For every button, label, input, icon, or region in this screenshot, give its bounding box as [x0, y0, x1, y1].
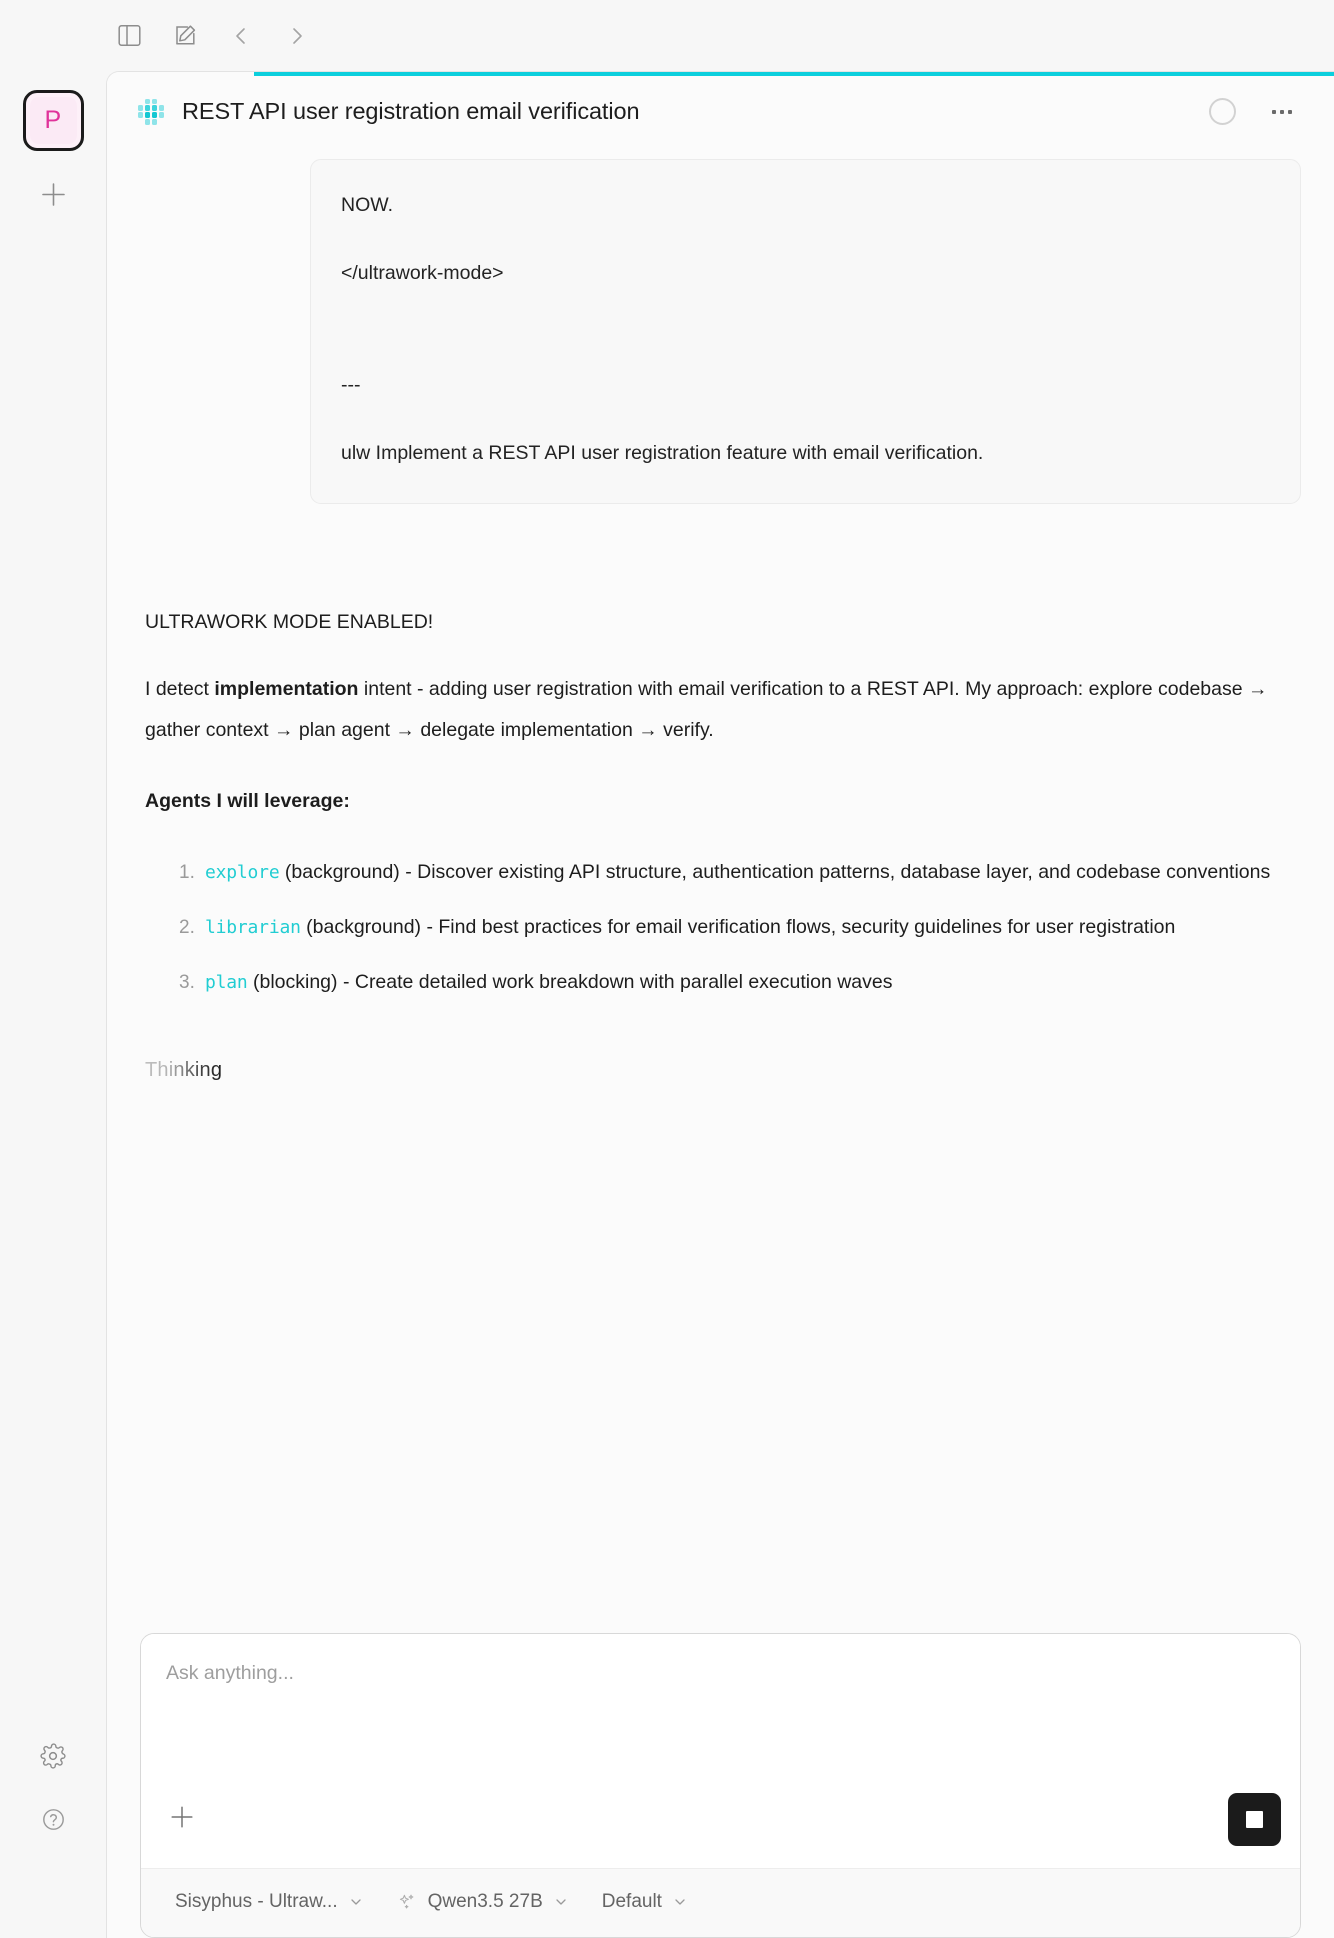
agent-name-code: librarian — [205, 917, 301, 938]
ellipsis-icon-dot — [1288, 110, 1292, 114]
stop-generating-button[interactable] — [1228, 1793, 1281, 1846]
stop-square-icon — [1246, 1811, 1263, 1828]
new-chat-button[interactable] — [164, 15, 206, 57]
chevron-down-icon — [673, 1895, 687, 1909]
agent-name-code: plan — [205, 972, 248, 993]
user-message-bubble — [310, 159, 1301, 504]
agents-list — [145, 852, 1273, 1003]
plus-icon — [169, 1804, 195, 1835]
composer-actions-row — [141, 1787, 1300, 1868]
conversation-scroll-area[interactable] — [107, 151, 1334, 1633]
help-circle-icon — [41, 1807, 66, 1837]
toggle-sidebar-icon — [118, 24, 141, 47]
title-bar — [0, 0, 1334, 71]
help-button[interactable] — [31, 1800, 75, 1844]
agent-description: - Find best practices for email verification flows, security guidelines for user registration — [421, 916, 1176, 938]
list-item — [145, 852, 1273, 893]
composer-container — [107, 1633, 1334, 1938]
mode-selector[interactable] — [594, 1887, 695, 1917]
agent-description: - Create detailed work breakdown with parallel execution waves — [337, 971, 893, 993]
composer — [140, 1633, 1301, 1938]
agent-name-code: explore — [205, 862, 280, 883]
attach-button[interactable] — [162, 1800, 202, 1840]
avatar-letter: P — [30, 97, 77, 144]
more-options-button[interactable] — [1262, 92, 1302, 132]
chevron-down-icon — [349, 1895, 363, 1909]
page-title: REST API user registration email verification — [182, 98, 640, 124]
agent-mode: (background) — [284, 861, 400, 883]
message-input-area[interactable] — [141, 1634, 1300, 1787]
user-message-line: NOW. — [341, 194, 393, 216]
status-ring-icon — [1209, 98, 1236, 125]
intro-bold-term: implementation — [214, 678, 359, 700]
agent-preset-label: Sisyphus - Ultraw... — [175, 1891, 338, 1912]
ellipsis-icon-dot — [1280, 110, 1284, 114]
status-indicator-button[interactable] — [1202, 92, 1242, 132]
assistant-headline: ULTRAWORK MODE ENABLED! — [145, 611, 434, 633]
thinking-status: Thinking — [145, 1059, 223, 1081]
user-message-line: ulw Implement a REST API user registration feature with email verification. — [341, 442, 984, 464]
grid-dots-icon — [138, 99, 164, 125]
settings-button[interactable] — [31, 1736, 75, 1780]
chat-header — [107, 72, 1334, 151]
nav-back-icon — [231, 26, 251, 46]
mode-label: Default — [601, 1891, 662, 1912]
user-message-line: --- — [341, 374, 361, 396]
avatar[interactable] — [23, 90, 84, 151]
agent-preset-selector[interactable] — [167, 1887, 371, 1917]
agent-mode: (blocking) — [252, 971, 338, 993]
nav-forward-button[interactable] — [276, 15, 318, 57]
ellipsis-icon-dot — [1272, 110, 1276, 114]
assistant-message — [140, 602, 1301, 1082]
assistant-intro-paragraph — [145, 669, 1273, 751]
list-item — [145, 907, 1273, 948]
agents-heading: Agents I will leverage: — [145, 790, 350, 812]
list-item — [145, 962, 1273, 1003]
body-row — [0, 71, 1334, 1938]
nav-forward-icon — [287, 26, 307, 46]
intro-text-after: intent - adding user registration with email verification to a REST API. My approach: explore codebase → gather context → plan agent → delegate implementation → verify. — [145, 678, 1268, 741]
rail-bottom-actions — [0, 1736, 106, 1844]
gear-icon — [40, 1743, 66, 1774]
nav-back-button[interactable] — [220, 15, 262, 57]
user-message-line: </ultrawork-mode> — [341, 262, 504, 284]
plus-icon — [40, 181, 67, 213]
active-tab-accent-bar — [254, 72, 1334, 76]
model-label: Qwen3.5 27B — [427, 1891, 543, 1912]
main-panel — [106, 71, 1334, 1938]
agent-mode: (background) — [306, 916, 422, 938]
new-chat-icon — [174, 24, 197, 47]
new-workspace-button[interactable] — [29, 173, 77, 221]
sparkle-icon — [397, 1892, 417, 1912]
agent-description: - Discover existing API structure, authentication patterns, database layer, and codebase conventions — [399, 861, 1271, 883]
chevron-down-icon — [554, 1895, 568, 1909]
message-input-placeholder: Ask anything... — [166, 1662, 294, 1684]
intro-text-before: I detect — [145, 678, 215, 700]
composer-footer — [141, 1868, 1300, 1937]
toggle-sidebar-button[interactable] — [108, 15, 150, 57]
left-rail — [0, 71, 106, 1938]
model-selector[interactable] — [389, 1887, 576, 1917]
